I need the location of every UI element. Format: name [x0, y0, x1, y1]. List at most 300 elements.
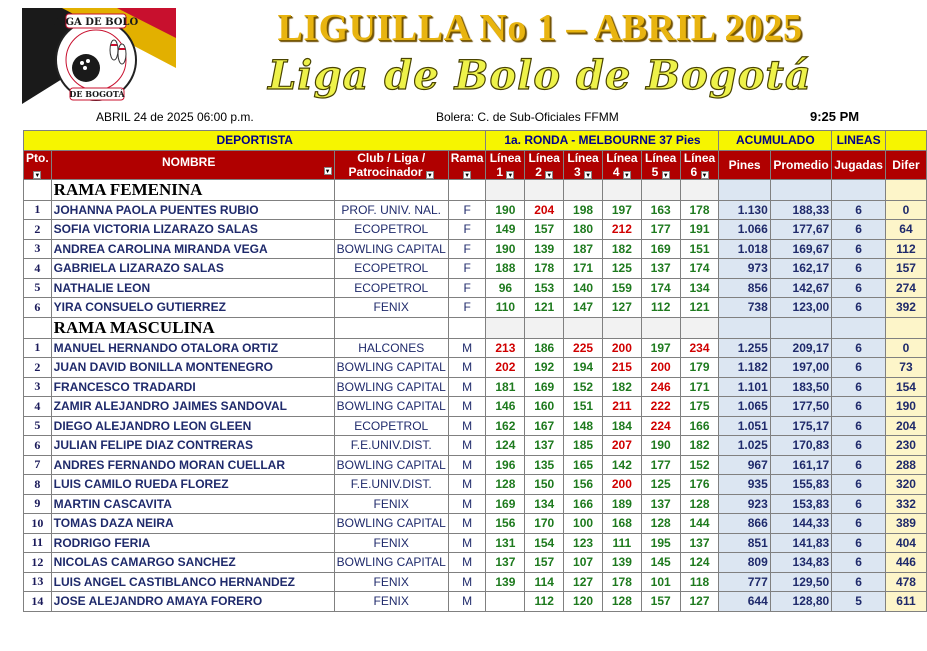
pines-cell: 644 — [719, 592, 770, 612]
header-linea-2[interactable] — [525, 150, 564, 179]
score-cell: 174 — [680, 259, 719, 279]
difer-cell: 112 — [885, 239, 926, 259]
blank-cell — [832, 179, 886, 200]
score-cell: 181 — [486, 377, 525, 397]
position-cell: 9 — [24, 494, 52, 514]
logo-top-text: LIGA DE BOLO — [53, 17, 139, 28]
page-title: LIGUILLA No 1 – ABRIL 2025 — [277, 7, 803, 49]
position-cell: 1 — [24, 200, 52, 220]
club-cell: ECOPETROL — [334, 278, 448, 298]
score-cell: 160 — [525, 397, 564, 417]
blank-cell — [641, 317, 680, 338]
player-name: LUIS ANGEL CASTIBLANCO HERNANDEZ — [51, 572, 334, 592]
linea-num: 5 — [651, 164, 659, 179]
club-cell: ECOPETROL — [334, 259, 448, 279]
jugadas-cell: 6 — [832, 533, 886, 553]
promedio-cell: 183,50 — [770, 377, 831, 397]
score-cell: 187 — [564, 239, 603, 259]
club-cell: ECOPETROL — [334, 220, 448, 240]
blank-cell — [641, 179, 680, 200]
score-cell: 180 — [564, 220, 603, 240]
promedio-cell: 134,83 — [770, 553, 831, 573]
linea-label: Línea — [489, 150, 522, 165]
rama-cell: M — [448, 533, 486, 553]
difer-cell: 332 — [885, 494, 926, 514]
position-cell: 8 — [24, 475, 52, 495]
score-cell: 153 — [525, 278, 564, 298]
score-cell: 121 — [525, 298, 564, 318]
pines-cell: 923 — [719, 494, 770, 514]
rama-cell: F — [448, 298, 486, 318]
score-cell: 194 — [564, 358, 603, 378]
player-name: JULIAN FELIPE DIAZ CONTRERAS — [51, 436, 334, 456]
pines-cell: 935 — [719, 475, 770, 495]
pines-cell: 1.051 — [719, 416, 770, 436]
score-cell: 178 — [602, 572, 641, 592]
table-row — [24, 494, 927, 514]
linea-label: Línea — [683, 150, 716, 165]
header-linea-5[interactable] — [641, 150, 680, 179]
table-row — [24, 377, 927, 397]
player-name: MANUEL HERNANDO OTALORA ORTIZ — [51, 338, 334, 358]
score-cell: 123 — [564, 533, 603, 553]
table-row — [24, 338, 927, 358]
blank-cell — [680, 179, 719, 200]
difer-cell: 73 — [885, 358, 926, 378]
score-cell: 175 — [680, 397, 719, 417]
table-row — [24, 239, 927, 259]
rama-cell: M — [448, 358, 486, 378]
score-cell: 157 — [525, 553, 564, 573]
blank-cell — [719, 179, 770, 200]
rama-cell: F — [448, 220, 486, 240]
pines-cell: 1.066 — [719, 220, 770, 240]
rama-cell: M — [448, 455, 486, 475]
score-cell: 192 — [525, 358, 564, 378]
header-pos-label: Pto. — [26, 150, 49, 165]
club-cell: F.E.UNIV.DIST. — [334, 436, 448, 456]
score-cell: 174 — [641, 278, 680, 298]
score-cell: 197 — [641, 338, 680, 358]
score-cell: 154 — [525, 533, 564, 553]
linea-label: Línea — [606, 150, 638, 165]
rama-cell: M — [448, 572, 486, 592]
player-name: ANDREA CAROLINA MIRANDA VEGA — [51, 239, 334, 259]
rama-cell: F — [448, 200, 486, 220]
blank-cell — [564, 317, 603, 338]
promedio-cell: 175,17 — [770, 416, 831, 436]
blank-cell — [602, 317, 641, 338]
filter-dropdown-icon[interactable]: ▼ — [426, 172, 433, 179]
header-club-line2: Patrocinador — [348, 164, 423, 179]
jugadas-cell: 6 — [832, 553, 886, 573]
promedio-cell: 162,17 — [770, 259, 831, 279]
blank-cell — [334, 317, 448, 338]
score-cell: 207 — [602, 436, 641, 456]
score-cell: 157 — [525, 220, 564, 240]
score-cell: 184 — [602, 416, 641, 436]
player-name: SOFIA VICTORIA LIZARAZO SALAS — [51, 220, 334, 240]
score-cell: 225 — [564, 338, 603, 358]
score-cell: 124 — [680, 553, 719, 573]
score-cell: 152 — [680, 455, 719, 475]
score-cell: 202 — [486, 358, 525, 378]
blank-cell — [602, 179, 641, 200]
difer-cell: 611 — [885, 592, 926, 612]
jugadas-cell: 6 — [832, 259, 886, 279]
blank-cell — [486, 317, 525, 338]
position-cell: 13 — [24, 572, 52, 592]
table-row — [24, 278, 927, 298]
filter-dropdown-icon[interactable]: ▼ — [662, 172, 669, 179]
jugadas-cell: 6 — [832, 200, 886, 220]
header-deportista: DEPORTISTA — [24, 131, 486, 151]
score-cell: 179 — [680, 358, 719, 378]
header-ronda: 1a. RONDA - MELBOURNE 37 Pies — [486, 131, 719, 151]
promedio-cell: 177,50 — [770, 397, 831, 417]
score-cell: 195 — [641, 533, 680, 553]
club-cell: BOWLING CAPITAL — [334, 377, 448, 397]
pines-cell: 1.065 — [719, 397, 770, 417]
header-difer: Difer — [885, 150, 926, 179]
header-linea-6[interactable] — [680, 150, 719, 179]
score-cell: 200 — [602, 338, 641, 358]
linea-num: 2 — [535, 164, 542, 179]
position-cell: 6 — [24, 436, 52, 456]
score-cell: 159 — [602, 278, 641, 298]
score-cell: 234 — [680, 338, 719, 358]
pines-cell: 809 — [719, 553, 770, 573]
promedio-cell: 188,33 — [770, 200, 831, 220]
score-cell: 135 — [525, 455, 564, 475]
filter-dropdown-icon[interactable]: ▼ — [34, 172, 41, 179]
score-cell: 151 — [564, 397, 603, 417]
pines-cell: 1.101 — [719, 377, 770, 397]
club-cell: F.E.UNIV.DIST. — [334, 475, 448, 495]
pines-cell: 1.025 — [719, 436, 770, 456]
score-cell: 149 — [486, 220, 525, 240]
score-cell: 125 — [641, 475, 680, 495]
pines-cell: 967 — [719, 455, 770, 475]
club-cell: BOWLING CAPITAL — [334, 514, 448, 534]
score-cell: 152 — [564, 377, 603, 397]
score-cell: 107 — [564, 553, 603, 573]
player-name: NATHALIE LEON — [51, 278, 334, 298]
pines-cell: 1.182 — [719, 358, 770, 378]
difer-cell: 64 — [885, 220, 926, 240]
header-promedio: Promedio — [770, 150, 831, 179]
score-cell: 189 — [602, 494, 641, 514]
score-cell: 177 — [641, 455, 680, 475]
score-cell: 131 — [486, 533, 525, 553]
header-pines: Pines — [719, 150, 770, 179]
score-cell: 150 — [525, 475, 564, 495]
difer-cell: 0 — [885, 200, 926, 220]
score-cell: 144 — [680, 514, 719, 534]
score-cell: 162 — [486, 416, 525, 436]
score-cell: 222 — [641, 397, 680, 417]
score-cell: 147 — [564, 298, 603, 318]
blank-cell — [525, 317, 564, 338]
score-cell: 137 — [525, 436, 564, 456]
filter-dropdown-icon[interactable]: ▼ — [701, 172, 708, 179]
rama-masculina-header-row — [24, 317, 927, 338]
club-cell: BOWLING CAPITAL — [334, 358, 448, 378]
difer-cell: 320 — [885, 475, 926, 495]
player-name: NICOLAS CAMARGO SANCHEZ — [51, 553, 334, 573]
pines-cell: 973 — [719, 259, 770, 279]
rama-cell: M — [448, 475, 486, 495]
promedio-cell: 155,83 — [770, 475, 831, 495]
score-cell: 191 — [680, 220, 719, 240]
header-pos[interactable] — [24, 150, 52, 179]
score-cell: 188 — [486, 259, 525, 279]
table-row — [24, 436, 927, 456]
score-cell: 190 — [486, 239, 525, 259]
filter-dropdown-icon[interactable]: ▼ — [623, 172, 630, 179]
score-cell: 166 — [564, 494, 603, 514]
promedio-cell: 161,17 — [770, 455, 831, 475]
club-cell: BOWLING CAPITAL — [334, 455, 448, 475]
header-club[interactable] — [334, 150, 448, 179]
player-name: JOHANNA PAOLA PUENTES RUBIO — [51, 200, 334, 220]
header-rama-label: Rama — [450, 150, 484, 165]
position-cell: 11 — [24, 533, 52, 553]
club-cell: PROF. UNIV. NAL. — [334, 200, 448, 220]
blank-cell — [770, 317, 831, 338]
position-cell: 3 — [24, 239, 52, 259]
jugadas-cell: 6 — [832, 475, 886, 495]
header-rama[interactable] — [448, 150, 486, 179]
score-cell: 112 — [525, 592, 564, 612]
position-cell: 10 — [24, 514, 52, 534]
score-cell: 111 — [602, 533, 641, 553]
score-cell: 96 — [486, 278, 525, 298]
score-cell: 114 — [525, 572, 564, 592]
rama-cell: M — [448, 553, 486, 573]
rama-cell: F — [448, 259, 486, 279]
score-cell: 213 — [486, 338, 525, 358]
score-cell — [486, 592, 525, 612]
score-cell: 165 — [564, 455, 603, 475]
linea-label: Línea — [567, 150, 599, 165]
score-cell: 182 — [602, 239, 641, 259]
jugadas-cell: 6 — [832, 436, 886, 456]
score-cell: 140 — [564, 278, 603, 298]
rama-cell: M — [448, 514, 486, 534]
blank-cell — [885, 317, 926, 338]
jugadas-cell: 6 — [832, 572, 886, 592]
score-cell: 156 — [486, 514, 525, 534]
difer-cell: 0 — [885, 338, 926, 358]
jugadas-cell: 6 — [832, 220, 886, 240]
player-name: ZAMIR ALEJANDRO JAIMES SANDOVAL — [51, 397, 334, 417]
rama-cell: F — [448, 239, 486, 259]
score-cell: 127 — [602, 298, 641, 318]
score-cell: 185 — [564, 436, 603, 456]
table-row — [24, 397, 927, 417]
filter-dropdown-icon[interactable]: ▼ — [507, 172, 514, 179]
pines-cell: 856 — [719, 278, 770, 298]
filter-dropdown-icon[interactable]: ▼ — [324, 168, 331, 175]
event-bolera: Bolera: C. de Sub-Oficiales FFMM — [436, 110, 619, 124]
blank-cell — [719, 317, 770, 338]
score-cell: 134 — [525, 494, 564, 514]
rama-cell: M — [448, 494, 486, 514]
score-cell: 146 — [486, 397, 525, 417]
linea-num: 6 — [690, 164, 698, 179]
player-name: ANDRES FERNANDO MORAN CUELLAR — [51, 455, 334, 475]
score-cell: 137 — [641, 494, 680, 514]
position-cell: 5 — [24, 416, 52, 436]
header-linea-4[interactable] — [602, 150, 641, 179]
player-name: GABRIELA LIZARAZO SALAS — [51, 259, 334, 279]
table-row — [24, 455, 927, 475]
position-cell: 6 — [24, 298, 52, 318]
pines-cell: 777 — [719, 572, 770, 592]
filter-dropdown-icon[interactable]: ▼ — [585, 172, 592, 179]
player-name: MARTIN CASCAVITA — [51, 494, 334, 514]
score-cell: 139 — [486, 572, 525, 592]
score-cell: 170 — [525, 514, 564, 534]
difer-cell: 230 — [885, 436, 926, 456]
table-row — [24, 572, 927, 592]
club-cell: FENIX — [334, 533, 448, 553]
score-cell: 167 — [525, 416, 564, 436]
promedio-cell: 209,17 — [770, 338, 831, 358]
score-cell: 100 — [564, 514, 603, 534]
pines-cell: 866 — [719, 514, 770, 534]
score-cell: 127 — [564, 572, 603, 592]
jugadas-cell: 6 — [832, 338, 886, 358]
liga-logo — [22, 8, 176, 104]
player-name: FRANCESCO TRADARDI — [51, 377, 334, 397]
table-row — [24, 200, 927, 220]
club-cell: BOWLING CAPITAL — [334, 239, 448, 259]
score-cell: 190 — [641, 436, 680, 456]
promedio-cell: 142,67 — [770, 278, 831, 298]
table-row — [24, 533, 927, 553]
score-cell: 151 — [680, 239, 719, 259]
score-cell: 128 — [486, 475, 525, 495]
blank-cell — [334, 179, 448, 200]
difer-cell: 157 — [885, 259, 926, 279]
score-cell: 178 — [680, 200, 719, 220]
rama-masculina-title: RAMA MASCULINA — [51, 317, 334, 338]
blank-cell — [885, 179, 926, 200]
score-cell: 134 — [680, 278, 719, 298]
rama-cell: M — [448, 397, 486, 417]
club-cell: BOWLING CAPITAL — [334, 553, 448, 573]
blank-cell — [525, 179, 564, 200]
score-cell: 121 — [680, 298, 719, 318]
promedio-cell: 141,83 — [770, 533, 831, 553]
jugadas-cell: 6 — [832, 455, 886, 475]
score-cell: 166 — [680, 416, 719, 436]
pines-cell: 1.130 — [719, 200, 770, 220]
difer-cell: 404 — [885, 533, 926, 553]
score-cell: 178 — [525, 259, 564, 279]
pines-cell: 1.255 — [719, 338, 770, 358]
player-name: DIEGO ALEJANDRO LEON GLEEN — [51, 416, 334, 436]
promedio-cell: 129,50 — [770, 572, 831, 592]
promedio-cell: 123,00 — [770, 298, 831, 318]
score-cell: 137 — [486, 553, 525, 573]
header-lineas: LINEAS — [832, 131, 886, 151]
score-cell: 177 — [641, 220, 680, 240]
header-linea-3[interactable] — [564, 150, 603, 179]
blank-cell — [448, 179, 486, 200]
rama-cell: M — [448, 416, 486, 436]
blank-cell — [448, 317, 486, 338]
jugadas-cell: 6 — [832, 298, 886, 318]
club-cell: FENIX — [334, 592, 448, 612]
score-cell: 171 — [680, 377, 719, 397]
header-club-line1: Club / Liga / — [357, 150, 426, 165]
position-cell: 5 — [24, 278, 52, 298]
rama-femenina-header-row — [24, 179, 927, 200]
rama-femenina-title: RAMA FEMENINA — [51, 179, 334, 200]
table-row — [24, 592, 927, 612]
position-cell: 7 — [24, 455, 52, 475]
score-cell: 211 — [602, 397, 641, 417]
position-cell: 4 — [24, 397, 52, 417]
score-cell: 145 — [641, 553, 680, 573]
rama-cell: F — [448, 278, 486, 298]
pines-cell: 738 — [719, 298, 770, 318]
score-cell: 198 — [564, 200, 603, 220]
filter-dropdown-icon[interactable]: ▼ — [464, 172, 471, 179]
promedio-cell: 153,83 — [770, 494, 831, 514]
jugadas-cell: 6 — [832, 397, 886, 417]
club-cell: HALCONES — [334, 338, 448, 358]
score-cell: 224 — [641, 416, 680, 436]
position-cell: 3 — [24, 377, 52, 397]
promedio-cell: 170,83 — [770, 436, 831, 456]
score-cell: 163 — [641, 200, 680, 220]
score-cell: 212 — [602, 220, 641, 240]
table-row — [24, 416, 927, 436]
table-row — [24, 553, 927, 573]
score-cell: 196 — [486, 455, 525, 475]
jugadas-cell: 6 — [832, 278, 886, 298]
score-cell: 137 — [680, 533, 719, 553]
header-jugadas: Jugadas — [832, 150, 886, 179]
score-cell: 200 — [641, 358, 680, 378]
score-cell: 215 — [602, 358, 641, 378]
filter-dropdown-icon[interactable]: ▼ — [546, 172, 553, 179]
header-linea-1[interactable] — [486, 150, 525, 179]
table-row — [24, 358, 927, 378]
header-nombre[interactable] — [51, 150, 334, 179]
player-name: JOSE ALEJANDRO AMAYA FORERO — [51, 592, 334, 612]
difer-cell: 274 — [885, 278, 926, 298]
score-cell: 197 — [602, 200, 641, 220]
score-cell: 157 — [641, 592, 680, 612]
difer-cell: 154 — [885, 377, 926, 397]
promedio-cell: 177,67 — [770, 220, 831, 240]
linea-num: 3 — [574, 164, 581, 179]
score-cell: 101 — [641, 572, 680, 592]
score-cell: 110 — [486, 298, 525, 318]
jugadas-cell: 6 — [832, 494, 886, 514]
event-time: 9:25 PM — [810, 109, 860, 124]
event-date: ABRIL 24 de 2025 06:00 p.m. — [96, 110, 254, 124]
score-cell: 171 — [564, 259, 603, 279]
linea-label: Línea — [645, 150, 677, 165]
jugadas-cell: 6 — [832, 239, 886, 259]
score-cell: 127 — [680, 592, 719, 612]
